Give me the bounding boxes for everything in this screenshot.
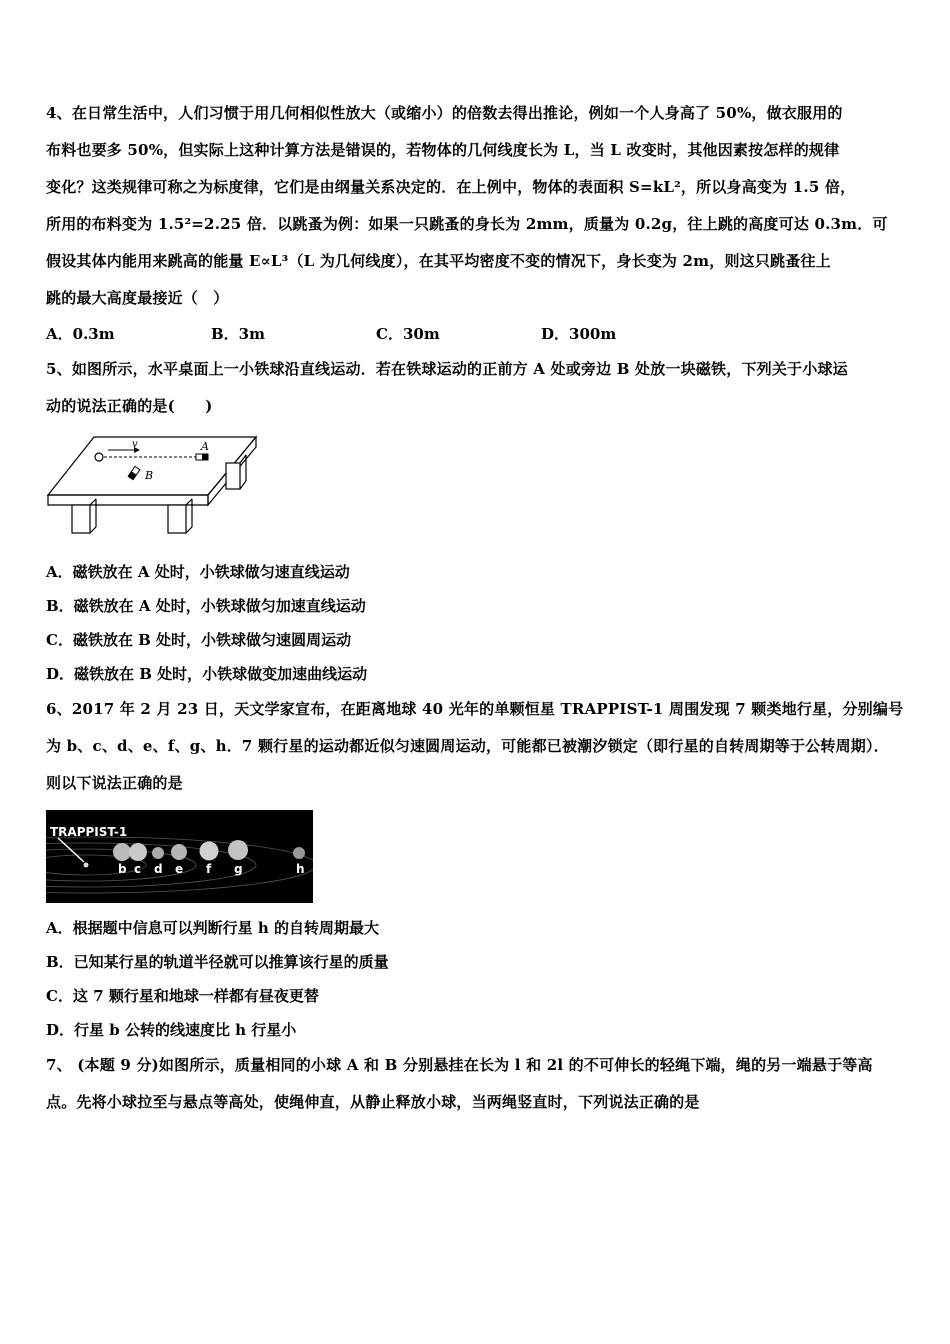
- label-a: A: [201, 440, 209, 453]
- question-4: [46, 95, 908, 351]
- question-7: [46, 1047, 908, 1121]
- q6-line-3: 则以下说法正确的是: [46, 774, 183, 792]
- q5-option-d[interactable]: D．磁铁放在 B 处时，小铁球做变加速曲线运动: [46, 665, 368, 683]
- planet-d: [152, 847, 164, 859]
- planet-label-f: f: [206, 862, 212, 876]
- q4-line-2: 布料也要多 50%，但实际上这种计算方法是错误的，若物体的几何线度长为 L，当 L 改变时，其他因素按怎样的规律: [46, 141, 840, 159]
- planet-e: [171, 844, 187, 860]
- table-figure: [46, 435, 261, 535]
- q4-line-5: 假设其体内能用来跳高的能量 E∝L³（L 为几何线度），在其平均密度不变的情况下，身长变为 2m，则这只跳蚤往上: [46, 252, 831, 270]
- iron-ball: [95, 453, 103, 461]
- q4-option-a[interactable]: A．0.3m: [46, 325, 115, 343]
- q7-line-1: 7、 (本题 9 分)如图所示，质量相同的小球 A 和 B 分别悬挂在长为 l 和 2l 的不可伸长的轻绳下端，绳的另一端悬于等高: [46, 1056, 873, 1074]
- planet-label-c: c: [134, 862, 142, 876]
- planet-h: [293, 847, 305, 859]
- trappist-title: TRAPPIST-1: [50, 825, 128, 839]
- q4-line-1: 4、在日常生活中，人们习惯于用几何相似性放大（或缩小）的倍数去得出推论，例如一个人身高了 50%，做衣服用的: [46, 104, 843, 122]
- q4-line-4: 所用的布料变为 1.5²=2.25 倍．以跳蚤为例：如果一只跳蚤的身长为 2mm，质量为 0.2g，往上跳的高度可达 0.3m．可: [46, 215, 888, 233]
- question-5: [46, 351, 908, 691]
- q4-option-d[interactable]: D．300m: [541, 325, 617, 343]
- q6-option-d[interactable]: D．行星 b 公转的线速度比 h 行星小: [46, 1021, 297, 1039]
- planet-label-h: h: [296, 862, 305, 876]
- q6-option-c[interactable]: C．这 7 颗行星和地球一样都有昼夜更替: [46, 987, 319, 1005]
- trappist-figure: [46, 810, 313, 903]
- q4-line-6: 跳的最大高度最接近（ ）: [46, 289, 229, 307]
- planet-label-e: e: [175, 862, 184, 876]
- planet-label-b: b: [118, 862, 127, 876]
- planet-f: [200, 842, 219, 861]
- q4-option-b[interactable]: B．3m: [211, 325, 265, 343]
- pointer-line: [58, 838, 84, 862]
- q5-option-a[interactable]: A．磁铁放在 A 处时，小铁球做匀速直线运动: [46, 563, 350, 581]
- q5-line-1: 5、如图所示，水平桌面上一小铁球沿直线运动．若在铁球运动的正前方 A 处或旁边 B 处放一块磁铁，下列关于小球运: [46, 360, 848, 378]
- exam-page: [46, 95, 908, 1121]
- q4-option-c[interactable]: C．30m: [376, 325, 440, 343]
- q5-option-b[interactable]: B．磁铁放在 A 处时，小铁球做匀加速直线运动: [46, 597, 366, 615]
- planet-b: [113, 843, 131, 861]
- q6-line-1: 6、2017 年 2 月 23 日，天文学家宣布，在距离地球 40 光年的单颗恒星 TRAPPIST-1 周围发现 7 颗类地行星，分别编号: [46, 700, 904, 718]
- q6-option-a[interactable]: A．根据题中信息可以判断行星 h 的自转周期最大: [46, 919, 379, 937]
- q4-options: [46, 317, 908, 351]
- label-v: v: [132, 439, 138, 450]
- question-6: [46, 691, 908, 1047]
- planet-label-d: d: [154, 862, 163, 876]
- q5-option-c[interactable]: C．磁铁放在 B 处时，小铁球做匀速圆周运动: [46, 631, 352, 649]
- star-icon: [84, 863, 89, 868]
- q5-line-2: 动的说法正确的是( ): [46, 397, 213, 415]
- label-b: B: [145, 469, 154, 482]
- q6-line-2: 为 b、c、d、e、f、g、h．7 颗行星的运动都近似匀速圆周运动，可能都已被潮汐锁定（即行星的自转周期等于公转周期）．: [46, 737, 889, 755]
- planet-g: [228, 840, 248, 860]
- q6-option-b[interactable]: B．已知某行星的轨道半径就可以推算该行星的质量: [46, 953, 389, 971]
- planet-label-g: g: [234, 862, 243, 876]
- q4-line-3: 变化？这类规律可称之为标度律，它们是由纲量关系决定的．在上例中，物体的表面积 S=kL²，所以身高变为 1.5 倍，: [46, 178, 856, 196]
- q7-line-2: 点。先将小球拉至与悬点等高处，使绳伸直，从静止释放小球，当两绳竖直时，下列说法正确的是: [46, 1093, 700, 1111]
- magnet-b: [128, 466, 140, 479]
- planet-c: [129, 843, 147, 861]
